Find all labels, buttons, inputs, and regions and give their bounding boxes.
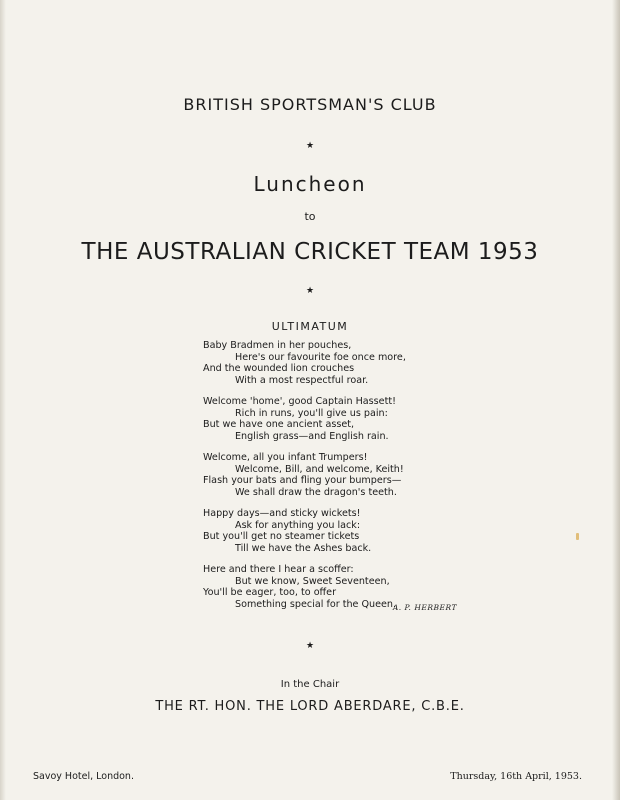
poem-stanza [203,396,406,442]
poem-line: English grass—and English rain. [235,430,389,442]
poem-line: You'll be eager, too, to offer [203,587,337,598]
poem-line: Till we have the Ashes back. [235,542,372,554]
star-divider-icon: ★ [305,641,315,651]
poem-line: Rich in runs, you'll give us pain: [235,407,388,419]
poem-body [203,340,406,620]
poem-line: We shall draw the dragon's teeth. [235,486,397,498]
poem-line: Ask for anything you lack: [235,519,361,531]
poem-stanza [203,508,406,554]
chair-label: In the Chair [280,679,340,690]
poem-stanza [203,452,406,498]
poem-line: But we know, Sweet Seventeen, [235,575,390,587]
poem-line: Welcome 'home', good Captain Hassett! [203,396,396,407]
poem-line: Here's our favourite foe once more, [235,351,406,363]
poem-author: A. P. HERBERT [392,603,457,612]
poem-line: Something special for the Queen. [235,598,397,610]
event-connector: to [304,210,316,223]
poem-stanza [203,340,406,386]
poem-line: But we have one ancient asset, [203,419,355,430]
paper-mark [576,533,579,540]
star-divider-icon: ★ [305,141,315,151]
poem-line: And the wounded lion crouches [203,363,355,374]
club-name: BRITISH SPORTSMAN'S CLUB [183,95,437,114]
venue: Savoy Hotel, London. [33,771,134,782]
poem-stanza [203,564,406,610]
poem-line: Baby Bradmen in her pouches, [203,340,352,351]
chair-name: THE RT. HON. THE LORD ABERDARE, C.B.E. [155,699,465,714]
poem-line: Welcome, Bill, and welcome, Keith! [235,463,404,475]
guest-team-title: THE AUSTRALIAN CRICKET TEAM 1953 [81,239,539,265]
poem-title: ULTIMATUM [271,320,349,333]
poem-line: Happy days—and sticky wickets! [203,508,361,519]
poem-line: Flash your bats and fling your bumpers— [203,475,402,486]
poem-line: Here and there I hear a scoffer: [203,564,354,575]
event-title: Luncheon [253,172,367,196]
star-divider-icon: ★ [305,286,315,296]
poem-line: Welcome, all you infant Trumpers! [203,452,368,463]
poem-line: With a most respectful roar. [235,374,369,386]
poem-line: But you'll get no steamer tickets [203,531,360,542]
event-date: Thursday, 16th April, 1953. [450,771,582,782]
